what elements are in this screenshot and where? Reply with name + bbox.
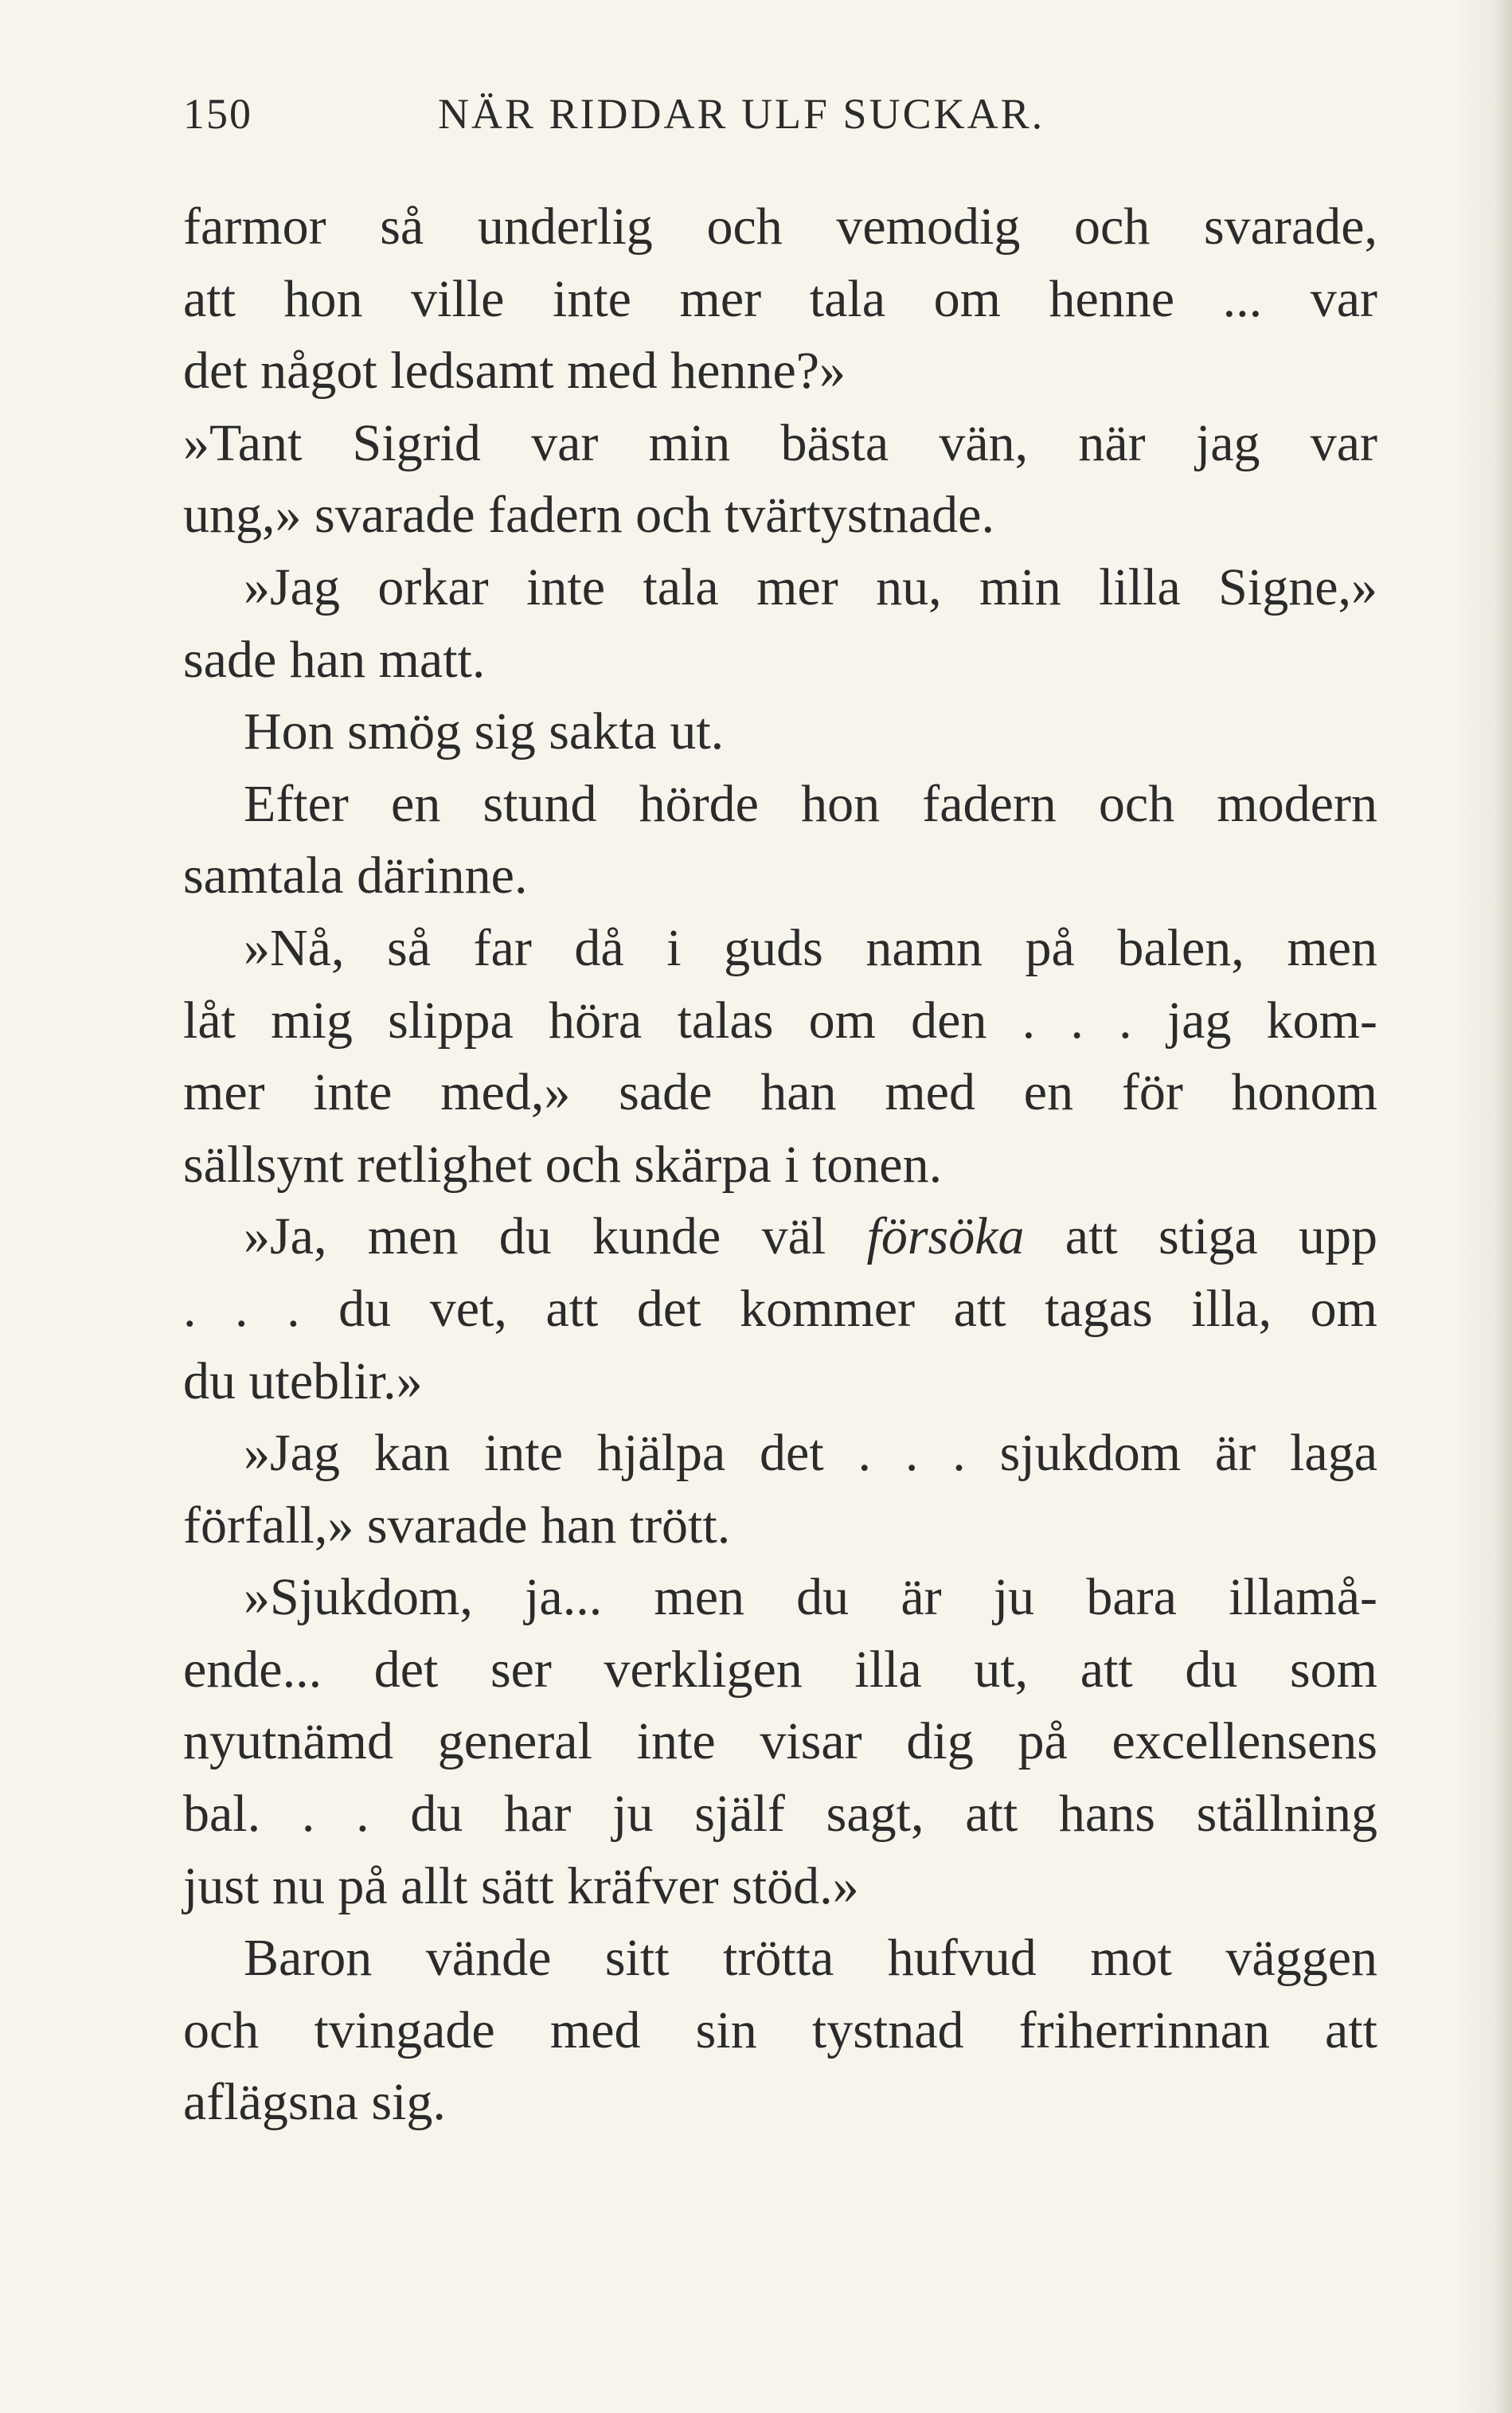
text-line: bal. . . du har ju själf sagt, att hans ställning bbox=[183, 1785, 1377, 1844]
text-line: »Tant Sigrid var min bästa vän, när jag var bbox=[183, 413, 1377, 472]
text-line: farmor så underlig och vemodig och svarade, bbox=[183, 197, 1377, 256]
body-text bbox=[183, 191, 1377, 2139]
text-line: samtala därinne. bbox=[183, 847, 528, 905]
text-line: att hon ville inte mer tala om henne ... var bbox=[183, 269, 1377, 328]
text-line: »Jag kan inte hjälpa det . . . sjukdom är laga bbox=[244, 1424, 1377, 1483]
text-line: just nu på allt sätt kräfver stöd.» bbox=[183, 1856, 859, 1915]
text-line: »Nå, så far då i guds namn på balen, men bbox=[244, 918, 1377, 977]
text-line bbox=[183, 1201, 1377, 1273]
page-header bbox=[183, 89, 1377, 145]
text-line: mer inte med,» sade han med en för honom bbox=[183, 1063, 1377, 1122]
text-segment: »Ja, men du kunde väl bbox=[244, 1207, 867, 1266]
text-line: och tvingade med sin tystnad friherrinnan att bbox=[183, 2000, 1377, 2059]
page-edge-shadow bbox=[1456, 0, 1512, 2413]
text-line: »Sjukdom, ja... men du är ju bara illamå- bbox=[244, 1568, 1377, 1627]
running-title: NÄR RIDDAR ULF SUCKAR. bbox=[438, 90, 1045, 138]
text-line: Baron vände sitt trötta hufvud mot väggen bbox=[244, 1929, 1377, 1988]
text-line: ung,» svarade fadern och tvärtystnade. bbox=[183, 486, 994, 545]
text-line: Efter en stund hörde hon fadern och modern bbox=[244, 774, 1377, 833]
emphasized-word: försöka bbox=[866, 1207, 1025, 1266]
text-segment: att stiga upp bbox=[1024, 1207, 1377, 1266]
text-line: . . . du vet, att det kommer att tagas illa, om bbox=[183, 1279, 1377, 1338]
text-line: du uteblir.» bbox=[183, 1351, 423, 1410]
text-line: »Jag orkar inte tala mer nu, min lilla Signe,» bbox=[244, 557, 1377, 616]
text-line: det något ledsamt med henne?» bbox=[183, 342, 846, 401]
text-line: låt mig slippa höra talas om den . . . jag kom- bbox=[183, 991, 1377, 1050]
text-line: sade han matt. bbox=[183, 630, 486, 689]
text-line: Hon smög sig sakta ut. bbox=[244, 702, 725, 761]
text-line: sällsynt retlighet och skärpa i tonen. bbox=[183, 1135, 943, 1194]
text-line: aflägsna sig. bbox=[183, 2073, 446, 2132]
text-line: ende... det ser verkligen illa ut, att du som bbox=[183, 1640, 1377, 1699]
text-line: förfall,» svarade han trött. bbox=[183, 1496, 731, 1555]
text-line: nyutnämd general inte visar dig på excellensens bbox=[183, 1712, 1377, 1771]
page-number: 150 bbox=[183, 90, 252, 138]
